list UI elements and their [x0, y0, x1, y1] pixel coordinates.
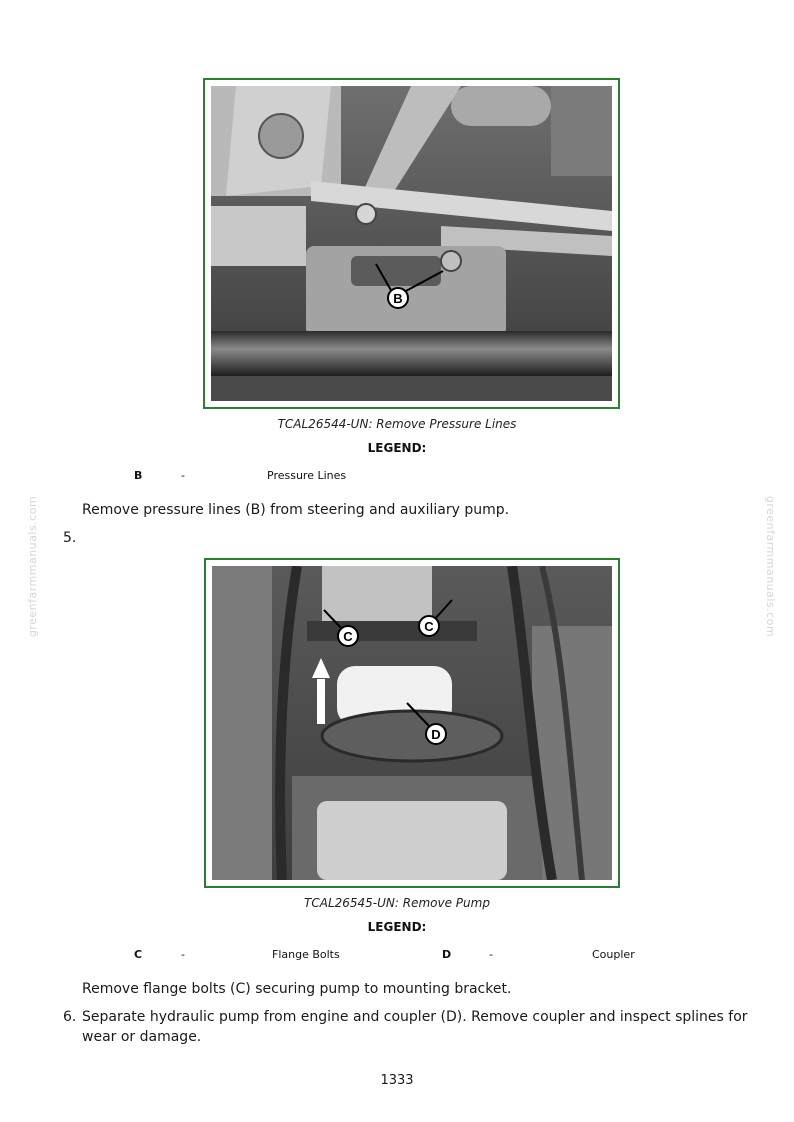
photo-remove-pump — [212, 566, 612, 880]
watermark-left: greenfarmmanuals.com — [26, 495, 40, 638]
legend-label-c: Flange Bolts — [272, 948, 340, 961]
callout-c-right-label: C — [424, 619, 434, 634]
legend-dash-c: - — [181, 948, 185, 961]
callout-b-label: B — [393, 291, 403, 306]
step-5-number: 5. — [63, 530, 77, 546]
figure-1-caption: TCAL26544-UN: Remove Pressure Lines — [277, 417, 517, 431]
figure-1-legend-title: LEGEND: — [367, 441, 427, 455]
legend-key-d: D — [442, 948, 452, 961]
legend-key-c: C — [134, 948, 143, 961]
step-4-text: Remove pressure lines (B) from steering and auxiliary pump. — [82, 502, 510, 518]
step-5-text: Remove flange bolts (C) securing pump to mounting bracket. — [82, 981, 512, 997]
legend-key-b: B — [134, 469, 143, 482]
legend-label-d: Coupler — [592, 948, 635, 961]
photo-pressure-lines — [211, 86, 612, 401]
step-6-text: Separate hydraulic pump from engine and coupler (D). Remove coupler and inspect splines for wear or damage. — [82, 1009, 748, 1045]
callout-d-label: D — [431, 727, 441, 742]
legend-dash-d: - — [489, 948, 493, 961]
step-6-number: 6. — [63, 1009, 77, 1025]
watermark-right: greenfarmmanuals.com — [764, 495, 778, 638]
figure-2-legend-title: LEGEND: — [367, 920, 427, 934]
legend-dash-b: - — [181, 469, 185, 482]
legend-label-b: Pressure Lines — [267, 469, 347, 482]
callout-c-left-label: C — [343, 629, 353, 644]
figure-remove-pump — [204, 558, 620, 888]
figure-2-caption: TCAL26545-UN: Remove Pump — [304, 896, 490, 910]
page-number: 1333 — [380, 1073, 414, 1088]
figure-pressure-lines — [203, 78, 620, 409]
